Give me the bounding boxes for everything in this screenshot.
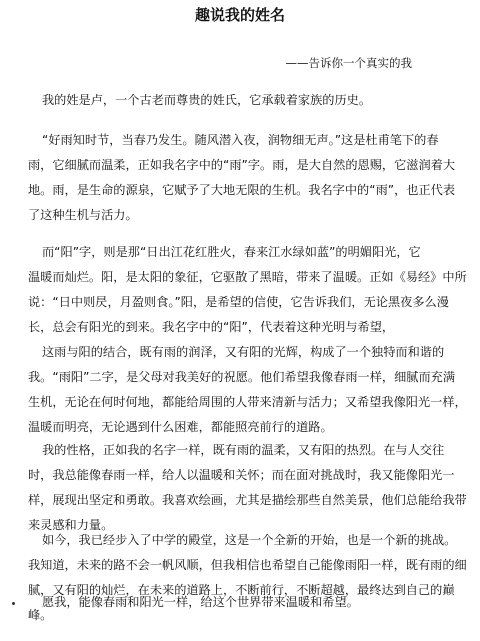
text-line: 说：“日中则昃，月盈则食。”阳，是希望的信使，它告诉我们，无论黑夜多么漫 bbox=[28, 295, 449, 309]
text-line: 地。雨，是生命的源泉，它赋予了大地无限的生机。我名字中的“雨”，也正代表 bbox=[28, 183, 456, 197]
paragraph bbox=[28, 240, 467, 340]
text-line: 雨，它细腻而温柔，正如我名字中的“雨”字。雨，是大自然的恩赐，它滋润着大 bbox=[28, 158, 456, 172]
text-line: 温暖而灿烂。阳，是太阳的象征，它驱散了黑暗，带来了温暖。正如《易经》中所 bbox=[28, 270, 467, 284]
scan-speck bbox=[12, 602, 15, 605]
text-line: 我。“雨阳”二字，是父母对我美好的祝愿。他们希望我像春雨一样，细腻而充满 bbox=[28, 370, 456, 384]
text-line: 腻，又有阳的灿烂，在未来的道路上，不断前行，不断超越，最终达到自己的巅 bbox=[28, 583, 455, 597]
text-line: 来灵感和力量。 bbox=[28, 518, 114, 532]
text-line: “好雨知时节，当春乃发生。随风潜入夜，润物细无声。”这是杜甫笔下的春 bbox=[42, 133, 439, 147]
text-line: 而“阳”字，则是那“日出江花红胜火，春来江水绿如蓝”的明媚阳光，它 bbox=[42, 245, 421, 259]
paragraph bbox=[28, 88, 372, 113]
essay-subtitle: ——告诉你一个真实的我 bbox=[285, 56, 412, 70]
paragraph bbox=[28, 438, 467, 538]
text-line: 温暖而明亮，无论遇到什么困难，都能照亮前行的道路。 bbox=[28, 420, 333, 434]
text-line: 了这种生机与活力。 bbox=[28, 208, 138, 222]
text-line: 长，总会有阳光的到来。我名字中的“阳”，代表着这种光明与希望， bbox=[28, 320, 395, 334]
text-line: 如今，我已经步入了中学的殿堂，这是一个全新的开始，也是一个新的挑战。 bbox=[42, 533, 457, 547]
text-line: 时，我总能像春雨一样，给人以温暖和关怀；而在面对挑战时，我又能像阳光一 bbox=[28, 468, 455, 482]
text-line: 愿我，能像春雨和阳光一样，给这个世界带来温暖和希望。 bbox=[42, 595, 359, 609]
text-line: 这雨与阳的结合，既有雨的润泽，又有阳的光辉，构成了一个独特而和谐的 bbox=[42, 345, 445, 359]
text-line: 我的姓是卢，一个古老而尊贵的姓氏，它承载着家族的历史。 bbox=[42, 93, 372, 107]
essay-title: 趣说我的姓名 bbox=[194, 6, 285, 24]
text-line: 我知道，未来的路不会一帆风顺，但我相信也希望自己能像雨阳一样，既有雨的细 bbox=[28, 558, 467, 572]
text-line: 峰。 bbox=[28, 608, 53, 622]
text-line: 生机，无论在何时何地，都能给周围的人带来清新与活力；又希望我像阳光一样， bbox=[28, 395, 467, 409]
paragraph bbox=[28, 128, 455, 228]
paragraph bbox=[28, 590, 359, 615]
text-line: 样，展现出坚定和勇敢。我喜欢绘画，尤其是描绘那些自然美景，他们总能给我带 bbox=[28, 493, 467, 507]
text-line: 我的性格，正如我的名字一样，既有雨的温柔，又有阳的热烈。在与人交往 bbox=[42, 443, 445, 457]
paragraph bbox=[28, 340, 467, 440]
